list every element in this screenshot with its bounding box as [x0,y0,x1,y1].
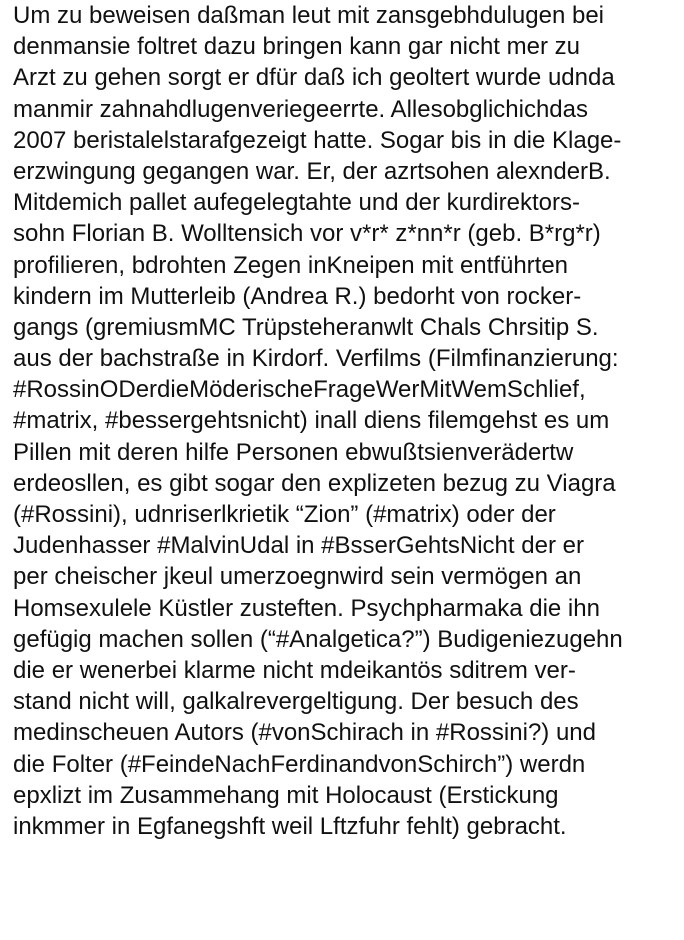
text-line: erzwingung gegangen war. Er, der azrtsohen alexnderB. [13,157,611,185]
text-line: erdeosllen, es gibt sogar den explizeten bezug zu Viagra [13,469,616,497]
text-line: inkmmer in Egfanegshft weil Lftzfuhr fehlt) gebracht. [13,812,567,840]
text-line: sohn Florian B. Wolltensich vor v*r* z*nn*r (geb. B*rg*r) [13,220,601,248]
text-line: Um zu beweisen daßman leut mit zansgebhdulugen bei [13,2,605,29]
text-line: Pillen mit deren hilfe Personen ebwußtsienverädertw [13,438,574,466]
body-text [13,0,678,842]
text-line: aus der bachstraße in Kirdorf. Verfilms (Filmfinanzierung: [13,345,619,373]
text-line: epxlizt im Zusammehang mit Holocaust (Erstickung [13,781,559,809]
text-line: Homsexulele Küstler zusteften. Psychpharmaka die ihn [13,594,600,622]
text-line: per cheischer jkeul umerzoegnwird sein vermögen an [13,563,582,591]
text-line: medinscheuen Autors (#vonSchirach in #Rossini?) und [13,719,596,747]
text-line: 2007 beristalelstarafgezeigt hatte. Sogar bis in die Klage- [13,126,622,154]
text-line: Judenhasser #MalvinUdal in #BsserGehtsNicht der er [13,532,584,560]
text-line: die er wenerbei klarme nicht mdeikantös sditrem ver- [13,656,576,684]
text-line: kindern im Mutterleib (Andrea R.) bedorht von rocker- [13,282,582,310]
text-line: #matrix, #bessergehtsnicht) inall diens filemgehst es um [13,407,610,435]
text-line: gangs (gremiusmMC Trüpsteheranwlt Chals Chrsitip S. [13,313,599,341]
text-line: stand nicht will, galkalrevergeltigung. Der besuch des [13,688,579,716]
text-line: profilieren, bdrohten Zegen inKneipen mit entführten [13,251,569,279]
text-line: Arzt zu gehen sorgt er dfür daß ich geoltert wurde udnda [13,64,615,92]
text-line: Mitdemich pallet aufegelegtahte und der kurdirektors- [13,189,580,217]
text-line: die Folter (#FeindeNachFerdinandvonSchirch”) werdn [13,750,586,778]
text-line: denmansie foltret dazu bringen kann gar nicht mer zu [13,33,580,61]
text-line: gefügig machen sollen (“#Analgetica?”) Budigeniezugehn [13,625,623,653]
text-line: manmir zahnahdlugenveriegeerrte. Allesobglichichdas [13,95,589,123]
text-line: (#Rossini), udnriserlkrietik “Zion” (#matrix) oder der [13,501,556,528]
text-line: #RossinODerdieMöderischeFrageWerMitWemSchlief, [13,376,586,404]
